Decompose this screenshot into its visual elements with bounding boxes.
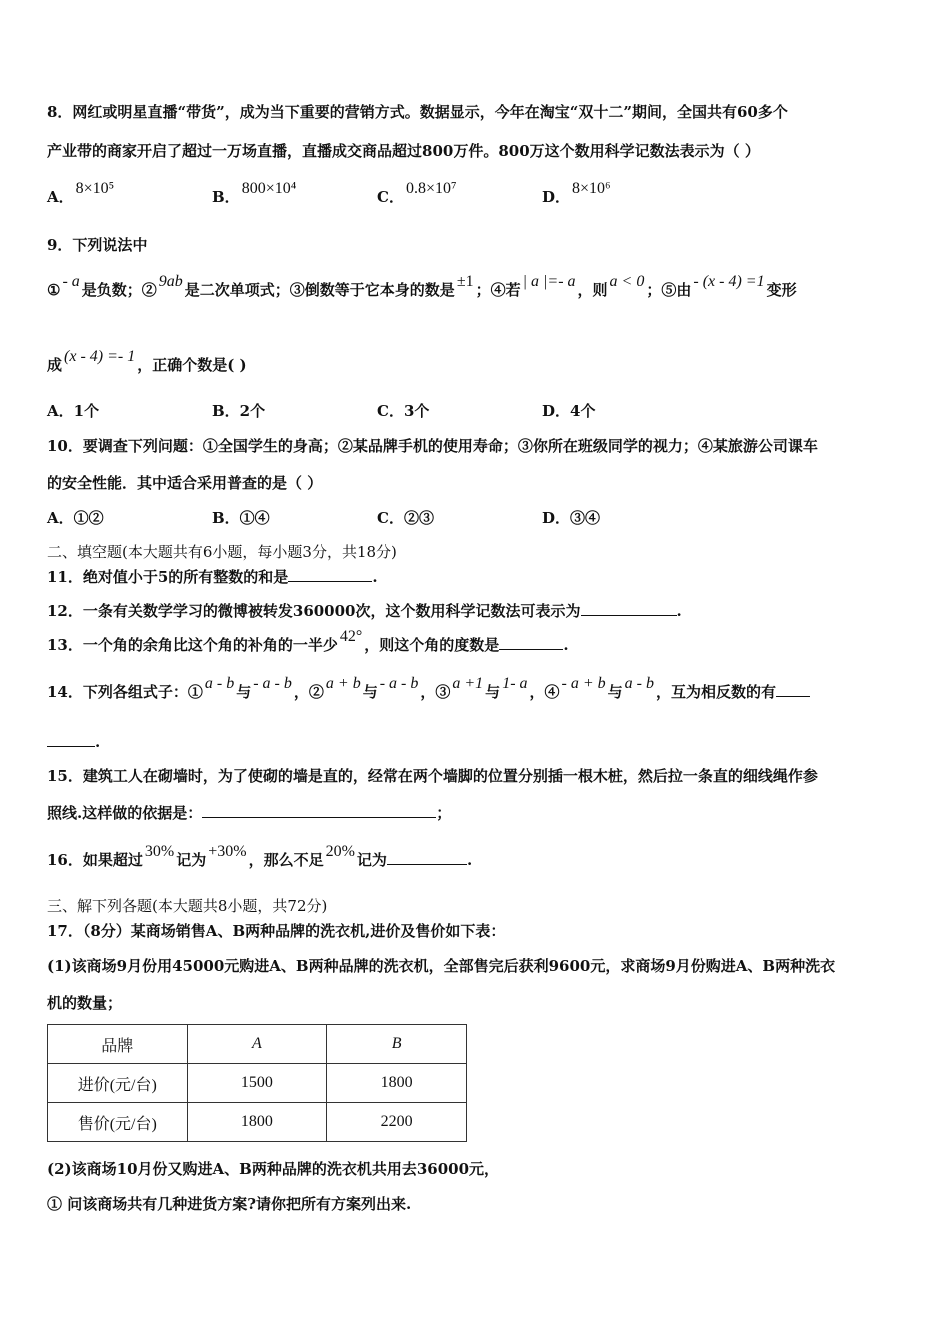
q10-line1: 10．要调查下列问题：①全国学生的身高；②某品牌手机的使用寿命；③你所在班级同学的视力；④某旅游公司课车 xyxy=(47,437,818,455)
price-table xyxy=(47,1024,467,1142)
q11-answer-blank[interactable] xyxy=(288,567,372,582)
q10-option-b[interactable]: B．①④ xyxy=(212,509,270,527)
q10-line2: 的安全性能．其中适合采用普查的是（ ） xyxy=(47,474,323,492)
q9-option-d[interactable]: D．4个 xyxy=(542,402,596,420)
q8-option-d[interactable]: D． 8×10⁶ xyxy=(542,180,611,206)
table-header-cell: 品牌 xyxy=(48,1025,188,1064)
q8-option-a[interactable]: A． 8×10⁵ xyxy=(47,180,115,206)
q13: 13．一个角的余角比这个角的补角的一半少 42° ，则这个角的度数是 . xyxy=(47,628,569,654)
q8-option-b[interactable]: B． 800×10⁴ xyxy=(212,180,297,206)
q17-part2: (2)该商场10月份又购进A、B两种品牌的洗衣机共用去36000元， xyxy=(47,1160,500,1178)
q11: 11．绝对值小于5的所有整数的和是 . xyxy=(47,568,378,586)
q10-option-c[interactable]: C．②③ xyxy=(377,509,434,527)
q14-answer-blank[interactable] xyxy=(776,682,810,697)
q16-answer-blank[interactable] xyxy=(387,850,467,865)
q12: 12．一条有关数学学习的微博被转发360000次，这个数用科学记数法可表示为 . xyxy=(47,602,682,620)
q17-part2-sub1: ① 问该商场共有几种进货方案?请你把所有方案列出来. xyxy=(47,1195,412,1213)
q9-title: 9．下列说法中 xyxy=(47,236,148,254)
q13-answer-blank[interactable] xyxy=(499,635,563,650)
q12-answer-blank[interactable] xyxy=(581,601,677,616)
q9-option-a[interactable]: A．1个 xyxy=(47,402,100,420)
q15-line2: 照线.这样做的依据是： ； xyxy=(47,804,452,822)
q8-line2: 产业带的商家开启了超过一万场直播，直播成交商品超过800万件。800万这个数用科学记数法表示为（ ） xyxy=(47,142,760,160)
q14-continuation: . xyxy=(47,732,100,751)
table-cell: 2200 xyxy=(327,1103,467,1142)
q9-continuation: 成 (x - 4) =- 1 ，正确个数是( ) xyxy=(47,348,247,374)
q9-option-b[interactable]: B．2个 xyxy=(212,402,266,420)
table-cell: 进价(元/台) xyxy=(48,1064,188,1103)
table-header-cell: B xyxy=(327,1025,467,1064)
q16: 16．如果超过 30% 记为 +30% ，那么不足 20% 记为 . xyxy=(47,843,473,869)
q17-part1-line2: 机的数量； xyxy=(47,994,123,1012)
q10-option-d[interactable]: D．③④ xyxy=(542,509,601,527)
q9-statements: ① - a 是负数；② 9ab 是二次单项式；③倒数等于它本身的数是 ±1 ；④若 | a |=- a ，则 a < 0 ；⑤由 - (x - 4) =1 变形 xyxy=(47,273,797,299)
section-fill-in-title: 二、填空题(本大题共有6小题，每小题3分，共18分) xyxy=(47,543,397,561)
q15-answer-blank[interactable] xyxy=(202,803,436,818)
q10-option-a[interactable]: A．①② xyxy=(47,509,104,527)
q14: 14．下列各组式子：① a - b 与 - a - b ，② a + b 与 - a - b ，③ a +1 与 1- a ，④ - a + b 与 a - b ，互为相反数的有 xyxy=(47,681,810,702)
q17-part1-line1: (1)该商场9月份用45000元购进A、B两种品牌的洗衣机，全部售完后获利9600元，求商场9月份购进A、B两种洗衣 xyxy=(47,957,836,975)
section-solve-title: 三、解下列各题(本大题共8小题，共72分) xyxy=(47,897,328,915)
q8-line1: 8．网红或明星直播“带货”，成为当下重要的营销方式。数据显示，今年在淘宝“双十二”期间，全国共有60多个 xyxy=(47,103,788,121)
table-header-row xyxy=(48,1025,467,1064)
table-cell: 1500 xyxy=(187,1064,327,1103)
table-cell: 售价(元/台) xyxy=(48,1103,188,1142)
q8-option-c[interactable]: C． 0.8×10⁷ xyxy=(377,180,457,206)
table-cell: 1800 xyxy=(327,1064,467,1103)
q15-line1: 15．建筑工人在砌墙时，为了使砌的墙是直的，经常在两个墙脚的位置分别插一根木桩，然后拉一条直的细线绳作参 xyxy=(47,767,818,785)
table-header-cell: A xyxy=(187,1025,327,1064)
q14-answer-blank-cont[interactable] xyxy=(47,732,95,747)
q9-option-c[interactable]: C．3个 xyxy=(377,402,430,420)
table-row xyxy=(48,1064,467,1103)
q17-head: 17．（8分）某商场销售A、B两种品牌的洗衣机,进价及售价如下表： xyxy=(47,922,506,940)
table-cell: 1800 xyxy=(187,1103,327,1142)
table-row xyxy=(48,1103,467,1142)
